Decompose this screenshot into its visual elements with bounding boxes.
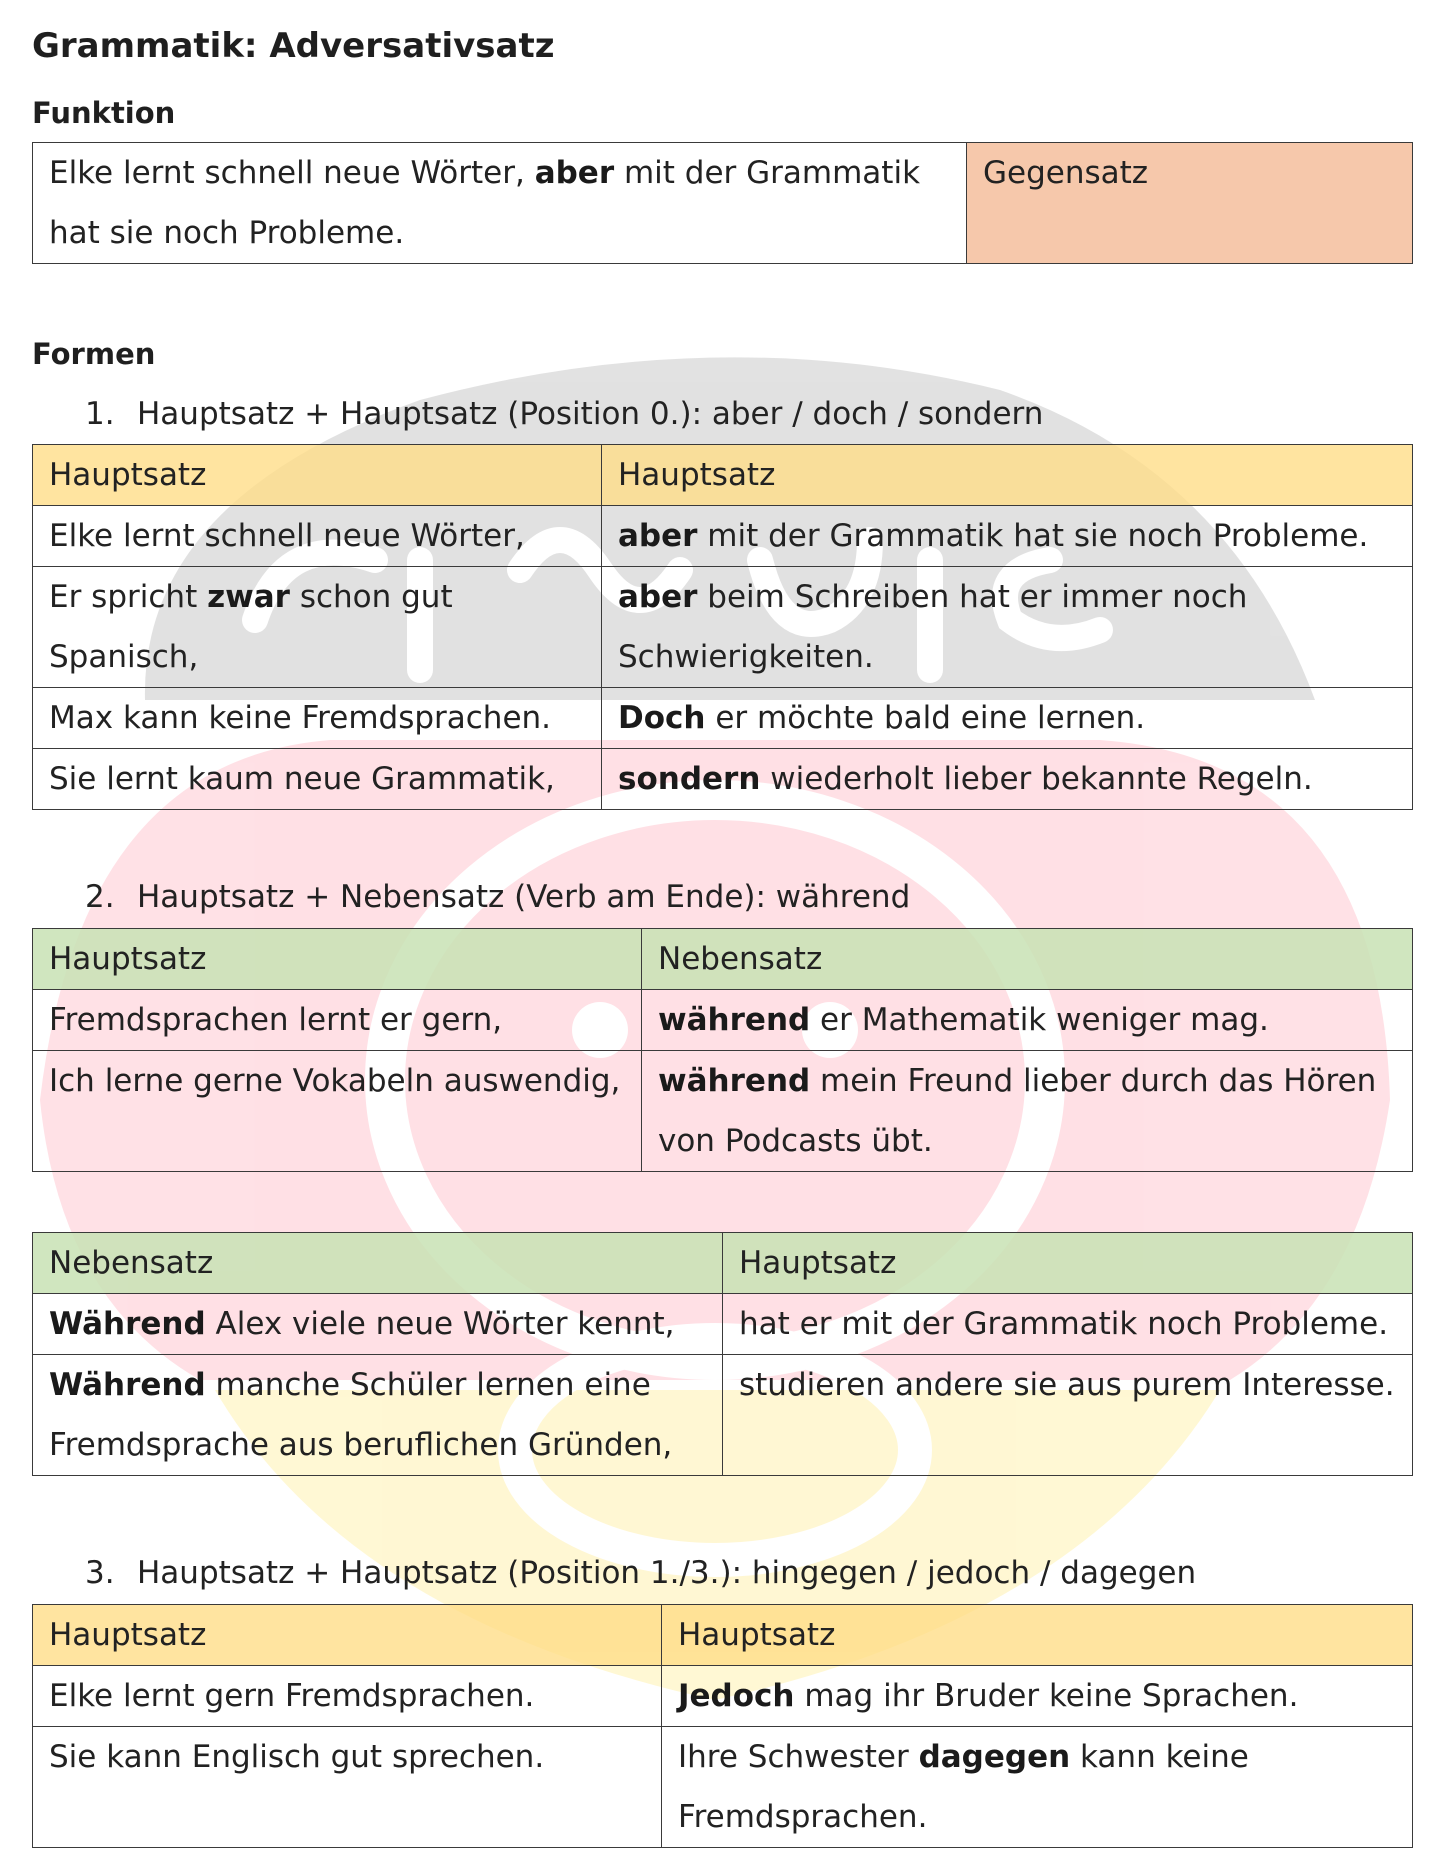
section-2-table-b [32, 1232, 1413, 1476]
table-cell: Während manche Schüler lernen eine Fremdsprache aus beruflichen Gründen, [33, 1355, 723, 1476]
table-cell: Sie kann Englisch gut sprechen. [33, 1727, 662, 1848]
table-cell: Elke lernt schnell neue Wörter, [33, 506, 602, 567]
table-row [33, 990, 1413, 1051]
table-cell: Max kann keine Fremdsprachen. [33, 688, 602, 749]
funktion-heading: Funktion [32, 96, 176, 130]
table-cell: Ihre Schwester dagegen kann keine Fremdsprachen. [662, 1727, 1413, 1848]
section-1-heading [85, 396, 1043, 432]
section-3-heading [85, 1555, 1196, 1591]
table-cell: Elke lernt gern Fremdsprachen. [33, 1666, 662, 1727]
section-2-heading [85, 879, 910, 915]
table-cell: Fremdsprachen lernt er gern, [33, 990, 642, 1051]
table-header-row [33, 445, 1413, 506]
section-3-label: Hauptsatz + Hauptsatz (Position 1./3.): hingegen / jedoch / dagegen [137, 1555, 1197, 1591]
table-row [33, 1727, 1413, 1848]
formen-heading: Formen [32, 337, 156, 371]
table-row [33, 567, 1413, 688]
table-cell: während mein Freund lieber durch das Hören von Podcasts übt. [642, 1051, 1413, 1172]
table-cell: studieren andere sie aus purem Interesse. [723, 1355, 1413, 1476]
column-header: Nebensatz [642, 929, 1413, 990]
table-cell: Doch er möchte bald eine lernen. [602, 688, 1413, 749]
table-cell: Er spricht zwar schon gut Spanisch, [33, 567, 602, 688]
funktion-table [32, 142, 1413, 264]
table-cell: Während Alex viele neue Wörter kennt, [33, 1294, 723, 1355]
funktion-row [33, 143, 1413, 264]
table-cell: aber beim Schreiben hat er immer noch Schwierigkeiten. [602, 567, 1413, 688]
table-cell: Ich lerne gerne Vokabeln auswendig, [33, 1051, 642, 1172]
table-row [33, 1666, 1413, 1727]
table-header-row [33, 1605, 1413, 1666]
column-header: Hauptsatz [33, 1605, 662, 1666]
column-header: Hauptsatz [33, 445, 602, 506]
page-title: Grammatik: Adversativsatz [32, 26, 555, 66]
table-row [33, 1051, 1413, 1172]
section-2-table-a [32, 928, 1413, 1172]
section-1-number: 1. [85, 396, 115, 432]
table-row [33, 1294, 1413, 1355]
section-3-table [32, 1604, 1413, 1848]
column-header: Hauptsatz [723, 1233, 1413, 1294]
table-cell: hat er mit der Grammatik noch Probleme. [723, 1294, 1413, 1355]
table-row [33, 1355, 1413, 1476]
table-row [33, 688, 1413, 749]
column-header: Nebensatz [33, 1233, 723, 1294]
section-1-label: Hauptsatz + Hauptsatz (Position 0.): aber / doch / sondern [137, 396, 1044, 432]
funktion-example-cell: Elke lernt schnell neue Wörter, aber mit der Grammatik hat sie noch Probleme. [33, 143, 967, 264]
table-cell: aber mit der Grammatik hat sie noch Probleme. [602, 506, 1413, 567]
table-row [33, 506, 1413, 567]
table-cell: Sie lernt kaum neue Grammatik, [33, 749, 602, 810]
table-header-row [33, 929, 1413, 990]
column-header: Hauptsatz [602, 445, 1413, 506]
column-header: Hauptsatz [33, 929, 642, 990]
funktion-label-cell: Gegensatz [967, 143, 1413, 264]
section-3-number: 3. [85, 1555, 115, 1591]
table-header-row [33, 1233, 1413, 1294]
section-2-number: 2. [85, 879, 115, 915]
section-1-table [32, 444, 1413, 810]
table-cell: sondern wiederholt lieber bekannte Regeln. [602, 749, 1413, 810]
section-2-label: Hauptsatz + Nebensatz (Verb am Ende): während [137, 879, 911, 915]
table-cell: Jedoch mag ihr Bruder keine Sprachen. [662, 1666, 1413, 1727]
table-row [33, 749, 1413, 810]
column-header: Hauptsatz [662, 1605, 1413, 1666]
table-cell: während er Mathematik weniger mag. [642, 990, 1413, 1051]
